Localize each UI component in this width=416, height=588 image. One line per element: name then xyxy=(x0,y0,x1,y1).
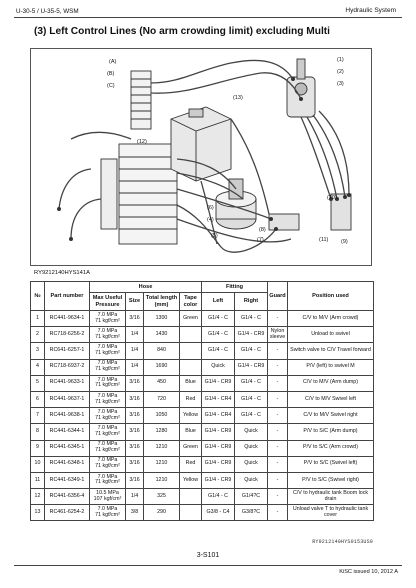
pressure-mpa: 7.0 MPa xyxy=(97,392,118,399)
cell-left: G1/4 - CR9 xyxy=(202,375,235,391)
pressure-kgf: 71 kgf/cm² xyxy=(95,463,120,470)
cell-right: Quick xyxy=(235,472,268,488)
table-row xyxy=(31,489,374,505)
cell-right: G1/4 - C xyxy=(235,343,268,359)
cell-length: 720 xyxy=(144,391,180,407)
pressure-mpa: 7.0 MPa xyxy=(97,376,118,383)
col-left: Left xyxy=(202,293,235,311)
pressure-kgf: 71 kgf/cm² xyxy=(95,430,120,437)
cell-guard: - xyxy=(268,408,288,424)
cell-no: 5 xyxy=(31,375,45,391)
cell-length: 450 xyxy=(144,375,180,391)
cell-pressure xyxy=(90,456,126,472)
cell-position: Unload to swivel xyxy=(288,327,374,343)
cell-part: RC441-9634-1 xyxy=(45,311,90,327)
col-length: Total length (mm) xyxy=(144,293,180,311)
cell-right: Quick xyxy=(235,424,268,440)
cell-pressure xyxy=(90,408,126,424)
cell-length: 290 xyxy=(144,505,180,521)
cell-tape: Green xyxy=(180,311,202,327)
cell-length: 1050 xyxy=(144,408,180,424)
pressure-kgf: 71 kgf/cm² xyxy=(95,398,120,405)
control-valve-illustration xyxy=(101,71,177,244)
table-row xyxy=(31,440,374,456)
issue-note: KiSC issued 10, 2012 A xyxy=(339,569,398,575)
cell-pressure xyxy=(90,505,126,521)
pressure-kgf: 107 kgf/cm² xyxy=(93,495,122,502)
cell-guard: - xyxy=(268,424,288,440)
callout-8: (8) xyxy=(259,227,266,233)
cell-left: G1/4 - CR4 xyxy=(202,391,235,407)
header-right: Hydraulic System xyxy=(345,7,396,14)
cell-position: P/V to S/C (Arm crowd) xyxy=(288,440,374,456)
cell-size: 3/16 xyxy=(126,311,144,327)
cell-pressure xyxy=(90,327,126,343)
hydraulic-lines-diagram xyxy=(30,48,372,266)
callout-b: (B) xyxy=(107,71,115,77)
cell-position: P/V to S/C (Swivel right) xyxy=(288,472,374,488)
pressure-kgf: 71 kgf/cm² xyxy=(95,382,120,389)
callout-11: (11) xyxy=(319,237,329,243)
pressure-mpa: 7.0 MPa xyxy=(97,344,118,351)
cell-no: 3 xyxy=(31,343,45,359)
callout-a: (A) xyxy=(109,59,117,65)
cell-left: G1/4 - CR9 xyxy=(202,440,235,456)
callout-5: (5) xyxy=(211,233,218,239)
pressure-kgf: 71 kgf/cm² xyxy=(95,511,120,518)
cell-left: G1/4 - CR9 xyxy=(202,472,235,488)
cell-no: 13 xyxy=(31,505,45,521)
cell-part: RC441-9637-1 xyxy=(45,391,90,407)
cell-no: 8 xyxy=(31,424,45,440)
cell-position: C/V to M/V (Arm dump) xyxy=(288,375,374,391)
cell-right: Quick xyxy=(235,456,268,472)
footer-divider xyxy=(14,565,402,566)
table-row xyxy=(31,343,374,359)
cell-left: G1/4 - C xyxy=(202,343,235,359)
cell-part: RC461-6254-2 xyxy=(45,505,90,521)
cell-part: RC441-9633-1 xyxy=(45,375,90,391)
cell-right: G3/8?C xyxy=(235,505,268,521)
cell-pressure xyxy=(90,440,126,456)
cell-guard: Nylon sleeve xyxy=(268,327,288,343)
cell-tape xyxy=(180,343,202,359)
cell-position: C/V to M/V (Arm crowd) xyxy=(288,311,374,327)
cell-size: 3/16 xyxy=(126,424,144,440)
table-row xyxy=(31,327,374,343)
cell-size: 3/8 xyxy=(126,505,144,521)
cell-part: RC441-6356-4 xyxy=(45,489,90,505)
cell-right: G1/4 - C xyxy=(235,391,268,407)
callout-6: (6) xyxy=(207,205,214,211)
pressure-kgf: 71 kgf/cm² xyxy=(95,414,120,421)
cell-no: 4 xyxy=(31,359,45,375)
pressure-kgf: 71 kgf/cm² xyxy=(95,366,120,373)
cell-tape: Green xyxy=(180,440,202,456)
cell-length: 840 xyxy=(144,343,180,359)
callout-9: (9) xyxy=(341,239,348,245)
table-row xyxy=(31,456,374,472)
pressure-mpa: 7.0 MPa xyxy=(97,360,118,367)
pilot-valve-illustration xyxy=(287,59,315,117)
cell-right: G1/4 - CR9 xyxy=(235,327,268,343)
cell-tape: Red xyxy=(180,391,202,407)
cell-part: RC441-6344-1 xyxy=(45,424,90,440)
cell-size: 3/16 xyxy=(126,375,144,391)
pressure-mpa: 7.0 MPa xyxy=(97,441,118,448)
cell-size: 3/16 xyxy=(126,391,144,407)
cell-part: RC641-6257-1 xyxy=(45,343,90,359)
pressure-mpa: 7.0 MPa xyxy=(97,473,118,480)
table-row xyxy=(31,375,374,391)
pressure-mpa: 7.0 MPa xyxy=(97,457,118,464)
cell-right: Quick xyxy=(235,440,268,456)
cell-right: G1/4 - CR9 xyxy=(235,359,268,375)
section-title: (3) Left Control Lines (No arm crowding limit) excluding Multi xyxy=(34,26,331,37)
pressure-mpa: 10.5 MPa xyxy=(96,489,119,496)
table-row xyxy=(31,505,374,521)
cell-no: 6 xyxy=(31,391,45,407)
cell-left: G1/4 - CR9 xyxy=(202,424,235,440)
cell-size: 3/16 xyxy=(126,440,144,456)
cell-pressure xyxy=(90,391,126,407)
col-part-number: Part number xyxy=(45,282,90,311)
cell-tape: Yellow xyxy=(180,408,202,424)
cell-left: Quick xyxy=(202,359,235,375)
cell-no: 10 xyxy=(31,456,45,472)
cell-length: 1210 xyxy=(144,440,180,456)
cell-size: 3/16 xyxy=(126,472,144,488)
cell-length: 1300 xyxy=(144,311,180,327)
cell-left: G1/4 - C xyxy=(202,311,235,327)
cell-position: P/V (left) to swivel M xyxy=(288,359,374,375)
cell-position: P/V to S/C (Swivel left) xyxy=(288,456,374,472)
hose-parts-table xyxy=(30,281,374,521)
cell-length: 1430 xyxy=(144,327,180,343)
cell-pressure xyxy=(90,375,126,391)
hydraulic-tank-illustration xyxy=(171,107,231,181)
cell-tape xyxy=(180,489,202,505)
pressure-kgf: 71 kgf/cm² xyxy=(95,317,120,324)
cell-length: 1210 xyxy=(144,456,180,472)
callout-3: (3) xyxy=(337,81,344,87)
cell-no: 11 xyxy=(31,472,45,488)
page-number: 3-S101 xyxy=(196,552,220,559)
cell-part: RC441-6349-1 xyxy=(45,472,90,488)
cell-pressure xyxy=(90,359,126,375)
cell-pressure xyxy=(90,424,126,440)
cell-length: 1210 xyxy=(144,472,180,488)
pressure-kgf: 71 kgf/cm² xyxy=(95,333,120,340)
col-no: № xyxy=(31,282,45,311)
figure-id: RY9212140HYS141A xyxy=(34,270,90,276)
cell-tape: Yellow xyxy=(180,472,202,488)
cell-size: 1/4 xyxy=(126,359,144,375)
cell-tape: Blue xyxy=(180,424,202,440)
cell-guard: - xyxy=(268,343,288,359)
callout-12: (12) xyxy=(137,139,147,145)
cell-guard: - xyxy=(268,505,288,521)
cell-position: Unload valve T to hydraulic tank cover xyxy=(288,505,374,521)
cell-no: 9 xyxy=(31,440,45,456)
cell-tape: Red xyxy=(180,456,202,472)
cell-size: 3/16 xyxy=(126,456,144,472)
cell-guard: - xyxy=(268,391,288,407)
cell-length: 1690 xyxy=(144,359,180,375)
pressure-kgf: 71 kgf/cm² xyxy=(95,479,120,486)
cell-guard: - xyxy=(268,311,288,327)
cell-right: G1/4?C xyxy=(235,489,268,505)
table-row xyxy=(31,359,374,375)
col-right: Right xyxy=(235,293,268,311)
callout-13: (13) xyxy=(233,95,243,101)
callout-1: (1) xyxy=(337,57,344,63)
cell-tape: Blue xyxy=(180,375,202,391)
cell-guard: - xyxy=(268,440,288,456)
cell-no: 2 xyxy=(31,327,45,343)
cell-size: 3/16 xyxy=(126,408,144,424)
cell-part: RC441-6345-1 xyxy=(45,440,90,456)
cell-right: G1/4 - C xyxy=(235,408,268,424)
pressure-mpa: 7.0 MPa xyxy=(97,311,118,318)
cell-pressure xyxy=(90,489,126,505)
col-guard: Guard xyxy=(268,282,288,311)
col-position-used: Position used xyxy=(288,282,374,311)
cell-part: RC441-6348-1 xyxy=(45,456,90,472)
cell-pressure xyxy=(90,343,126,359)
callout-2: (2) xyxy=(337,69,344,75)
header-divider xyxy=(14,17,402,18)
cell-size: 1/4 xyxy=(126,343,144,359)
cell-tape xyxy=(180,327,202,343)
cell-part: RC718-6937-2 xyxy=(45,359,90,375)
cell-size: 1/4 xyxy=(126,489,144,505)
table-row xyxy=(31,472,374,488)
cell-guard: - xyxy=(268,375,288,391)
col-size: Size xyxy=(126,293,144,311)
callout-c: (C) xyxy=(107,83,115,89)
col-pressure: Max Useful Pressure xyxy=(90,293,126,311)
col-tape: Tape color xyxy=(180,293,202,311)
cell-position: C/V to M/V Swivel right xyxy=(288,408,374,424)
table-row xyxy=(31,391,374,407)
cell-length: 325 xyxy=(144,489,180,505)
cell-right: G1/4 - C xyxy=(235,311,268,327)
cell-left: G1/4 - CR9 xyxy=(202,456,235,472)
col-group-hose: Hose xyxy=(90,282,202,293)
cell-pressure xyxy=(90,311,126,327)
pressure-mpa: 7.0 MPa xyxy=(97,425,118,432)
cell-guard: - xyxy=(268,359,288,375)
cell-guard: - xyxy=(268,472,288,488)
cell-position: C/V to hydraulic tank Boom lock drain xyxy=(288,489,374,505)
pressure-kgf: 71 kgf/cm² xyxy=(95,447,120,454)
callout-7: (7) xyxy=(257,237,264,243)
cell-part: RC718-6256-2 xyxy=(45,327,90,343)
cell-no: 7 xyxy=(31,408,45,424)
pressure-mpa: 7.0 MPa xyxy=(97,506,118,513)
cell-right: G1/4 - C xyxy=(235,375,268,391)
cell-no: 1 xyxy=(31,311,45,327)
cell-tape xyxy=(180,505,202,521)
cell-position: P/V to S/C (Arm dump) xyxy=(288,424,374,440)
header-left: U-30-5 / U-35-5, WSM xyxy=(16,8,79,15)
cell-left: G1/4 - C xyxy=(202,489,235,505)
cell-left: G1/4 - CR4 xyxy=(202,408,235,424)
cell-guard: - xyxy=(268,489,288,505)
cell-no: 12 xyxy=(31,489,45,505)
pressure-kgf: 71 kgf/cm² xyxy=(95,349,120,356)
pressure-mpa: 7.0 MPa xyxy=(97,408,118,415)
callout-4: (4) xyxy=(207,217,214,223)
pressure-mpa: 7.0 MPa xyxy=(97,327,118,334)
cell-part: RC441-9638-1 xyxy=(45,408,90,424)
table-row xyxy=(31,424,374,440)
cell-position: Switch valve to C/V Travel forward xyxy=(288,343,374,359)
table-row xyxy=(31,311,374,327)
cell-position: C/V to M/V Swivel left xyxy=(288,391,374,407)
cell-length: 1280 xyxy=(144,424,180,440)
cell-guard: - xyxy=(268,456,288,472)
cell-tape xyxy=(180,359,202,375)
cell-pressure xyxy=(90,472,126,488)
cell-left: G3/8 - C4 xyxy=(202,505,235,521)
cell-size: 1/4 xyxy=(126,327,144,343)
table-row xyxy=(31,408,374,424)
callout-10: (10) xyxy=(327,195,337,201)
cell-left: G1/4 - C xyxy=(202,327,235,343)
document-code: RY9212140HYS0153US0 xyxy=(312,539,373,545)
col-group-fitting: Fitting xyxy=(202,282,268,293)
